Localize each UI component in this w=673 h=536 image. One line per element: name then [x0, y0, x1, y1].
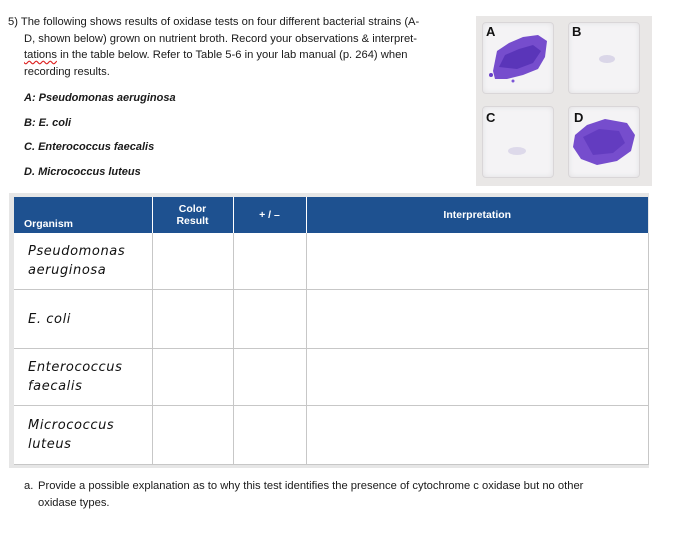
plate-letter-d: D [574, 110, 584, 125]
plate-letter-a: A [486, 24, 496, 39]
question-number: 5) [8, 16, 18, 28]
table-row [14, 349, 648, 406]
followup-line-1: a. Provide a possible explanation as to why this test identifies the presence of cytochrome c oxidase but no other [24, 478, 644, 495]
plate-letter-c: C [486, 110, 496, 125]
followup-question [24, 478, 644, 512]
results-table-container [9, 193, 649, 468]
color-result-cell[interactable] [152, 349, 233, 406]
interpretation-cell[interactable] [306, 233, 648, 290]
plate-letter-b: B [572, 24, 582, 39]
question-line-1: 5) The following shows results of oxidase tests on four different bacterial strains (A- [8, 16, 420, 28]
interpretation-cell[interactable] [306, 349, 648, 406]
question-prompt [8, 14, 470, 80]
header-sign: + / – [233, 197, 306, 233]
table-row [14, 233, 648, 290]
results-table [14, 197, 649, 465]
color-result-cell[interactable] [152, 290, 233, 349]
question-line-4: recording results. [24, 65, 110, 78]
header-color-result: Color Result [152, 197, 233, 233]
misspelled-word: tations [24, 49, 57, 61]
sign-cell[interactable] [233, 290, 306, 349]
strain-item-d: D. Micrococcus luteus [24, 166, 141, 178]
table-row [14, 290, 648, 349]
followup-index: a. [24, 480, 34, 492]
organism-cell-micrococcus: Micrococcus luteus [14, 406, 152, 465]
color-result-cell[interactable] [152, 406, 233, 465]
question-line-3: tations in the table below. Refer to Table 5-6 in your lab manual (p. 264) when [24, 49, 408, 61]
strain-item-a: A: Pseudomonas aeruginosa [24, 92, 176, 104]
strain-item-b: B: E. coli [24, 117, 72, 129]
table-row [14, 406, 648, 465]
header-organism: Organism [14, 197, 152, 233]
sign-cell[interactable] [233, 349, 306, 406]
oxidase-test-photo [476, 16, 652, 186]
sign-cell[interactable] [233, 406, 306, 465]
table-header-row [14, 197, 648, 233]
followup-line-2: oxidase types. [38, 497, 110, 509]
question-line-2: D, shown below) grown on nutrient broth. Record your observations & interpret- [24, 32, 417, 45]
interpretation-cell[interactable] [306, 290, 648, 349]
color-result-cell[interactable] [152, 233, 233, 290]
organism-cell-ecoli: E. coli [14, 290, 152, 349]
header-interpretation: Interpretation [306, 197, 648, 233]
organism-cell-pseudomonas: Pseudomonas aeruginosa [14, 233, 152, 290]
sign-cell[interactable] [233, 233, 306, 290]
organism-cell-enterococcus: Enterococcus faecalis [14, 349, 152, 406]
strain-item-c: C. Enterococcus faecalis [24, 141, 155, 153]
interpretation-cell[interactable] [306, 406, 648, 465]
